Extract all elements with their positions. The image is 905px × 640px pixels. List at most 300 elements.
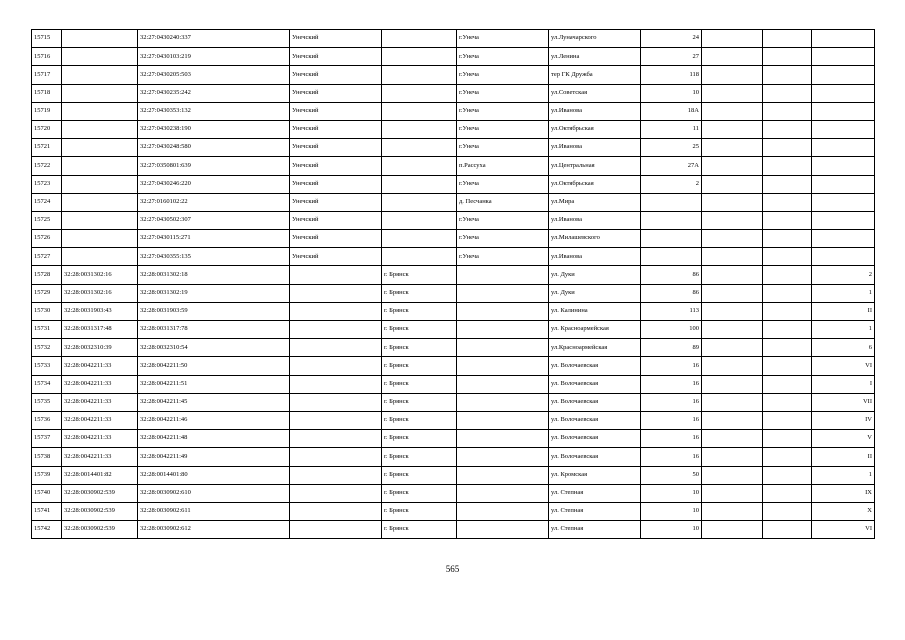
apartment-cell: IV xyxy=(812,411,875,429)
street-cell: ул. Степная xyxy=(549,484,641,502)
structure-cell xyxy=(763,339,812,357)
structure-cell xyxy=(763,139,812,157)
building-cell xyxy=(702,339,763,357)
cadastral-number-cell: 32:28:0031302:18 xyxy=(138,266,290,284)
structure-cell xyxy=(763,175,812,193)
parent-cadastral-number-cell: 32:28:0042211:33 xyxy=(62,375,138,393)
city-cell xyxy=(382,248,457,266)
locality-cell: г.Унеча xyxy=(457,84,549,102)
street-cell: ул. Волочаевская xyxy=(549,375,641,393)
row-number-cell: 15740 xyxy=(32,484,62,502)
house-number-cell: 10 xyxy=(641,84,702,102)
house-number-cell: 86 xyxy=(641,284,702,302)
row-number-cell: 15741 xyxy=(32,502,62,520)
building-cell xyxy=(702,484,763,502)
building-cell xyxy=(702,466,763,484)
house-number-cell: 118 xyxy=(641,66,702,84)
row-number-cell: 15734 xyxy=(32,375,62,393)
street-cell: ул. Степная xyxy=(549,521,641,539)
table-row xyxy=(32,211,875,229)
structure-cell xyxy=(763,230,812,248)
apartment-cell xyxy=(812,120,875,138)
street-cell: ул. Красноармейская xyxy=(549,321,641,339)
street-cell: ул.Ленина xyxy=(549,48,641,66)
page-number: 565 xyxy=(445,564,460,574)
house-number-cell: 16 xyxy=(641,430,702,448)
apartment-cell: X xyxy=(812,502,875,520)
locality-cell: г.Унеча xyxy=(457,48,549,66)
row-number-cell: 15736 xyxy=(32,411,62,429)
cadastral-number-cell: 32:27:0430355:135 xyxy=(138,248,290,266)
building-cell xyxy=(702,102,763,120)
building-cell xyxy=(702,175,763,193)
street-cell: ул. Волочаевская xyxy=(549,448,641,466)
cadastral-number-cell: 32:28:0042211:46 xyxy=(138,411,290,429)
locality-cell: г.Унеча xyxy=(457,248,549,266)
apartment-cell xyxy=(812,211,875,229)
parent-cadastral-number-cell: 32:28:0042211:33 xyxy=(62,430,138,448)
building-cell xyxy=(702,302,763,320)
structure-cell xyxy=(763,66,812,84)
district-cell xyxy=(290,357,382,375)
house-number-cell: 50 xyxy=(641,466,702,484)
row-number-cell: 15719 xyxy=(32,102,62,120)
apartment-cell: VI xyxy=(812,357,875,375)
district-cell: Унечский xyxy=(290,157,382,175)
row-number-cell: 15729 xyxy=(32,284,62,302)
house-number-cell: 27А xyxy=(641,157,702,175)
row-number-cell: 15730 xyxy=(32,302,62,320)
table-row xyxy=(32,430,875,448)
cadastral-number-cell: 32:27:0430248:580 xyxy=(138,139,290,157)
cadastral-number-cell: 32:28:0042211:48 xyxy=(138,430,290,448)
table-row xyxy=(32,448,875,466)
city-cell: г. Брянск xyxy=(382,448,457,466)
row-number-cell: 15726 xyxy=(32,230,62,248)
structure-cell xyxy=(763,521,812,539)
district-cell: Унечский xyxy=(290,84,382,102)
parent-cadastral-number-cell: 32:28:0031302:16 xyxy=(62,284,138,302)
locality-cell xyxy=(457,321,549,339)
locality-cell xyxy=(457,375,549,393)
city-cell xyxy=(382,211,457,229)
city-cell xyxy=(382,230,457,248)
city-cell: г. Брянск xyxy=(382,266,457,284)
building-cell xyxy=(702,266,763,284)
row-number-cell: 15720 xyxy=(32,120,62,138)
parent-cadastral-number-cell: 32:28:0030902:539 xyxy=(62,521,138,539)
locality-cell xyxy=(457,521,549,539)
apartment-cell: II xyxy=(812,302,875,320)
city-cell: г. Брянск xyxy=(382,430,457,448)
structure-cell xyxy=(763,430,812,448)
house-number-cell: 113 xyxy=(641,302,702,320)
locality-cell: г.Унеча xyxy=(457,211,549,229)
locality-cell: г.Унеча xyxy=(457,30,549,48)
street-cell: ул. Калинина xyxy=(549,302,641,320)
table-row xyxy=(32,102,875,120)
cadastral-number-cell: 32:27:0430240:337 xyxy=(138,30,290,48)
structure-cell xyxy=(763,120,812,138)
house-number-cell xyxy=(641,248,702,266)
structure-cell xyxy=(763,157,812,175)
cadastral-number-cell: 32:27:0430205:503 xyxy=(138,66,290,84)
building-cell xyxy=(702,393,763,411)
apartment-cell: V xyxy=(812,430,875,448)
apartment-cell xyxy=(812,30,875,48)
structure-cell xyxy=(763,448,812,466)
apartment-cell xyxy=(812,175,875,193)
city-cell xyxy=(382,84,457,102)
apartment-cell xyxy=(812,48,875,66)
house-number-cell: 16 xyxy=(641,357,702,375)
cadastral-number-cell: 32:28:0030902:610 xyxy=(138,484,290,502)
city-cell xyxy=(382,30,457,48)
row-number-cell: 15727 xyxy=(32,248,62,266)
row-number-cell: 15724 xyxy=(32,193,62,211)
district-cell xyxy=(290,521,382,539)
property-registry-table xyxy=(31,29,875,539)
table-row xyxy=(32,375,875,393)
locality-cell: г.Унеча xyxy=(457,139,549,157)
house-number-cell: 16 xyxy=(641,375,702,393)
street-cell: ул.Октябрьская xyxy=(549,120,641,138)
building-cell xyxy=(702,193,763,211)
building-cell xyxy=(702,357,763,375)
locality-cell xyxy=(457,266,549,284)
city-cell: г. Брянск xyxy=(382,357,457,375)
table-row xyxy=(32,193,875,211)
locality-cell xyxy=(457,302,549,320)
row-number-cell: 15732 xyxy=(32,339,62,357)
street-cell: ул.Иванова xyxy=(549,139,641,157)
table-row xyxy=(32,139,875,157)
cadastral-number-cell: 32:27:0350801:639 xyxy=(138,157,290,175)
building-cell xyxy=(702,448,763,466)
city-cell xyxy=(382,157,457,175)
street-cell: ул. Кромская xyxy=(549,466,641,484)
building-cell xyxy=(702,375,763,393)
locality-cell xyxy=(457,411,549,429)
street-cell: ул. Волочаевская xyxy=(549,411,641,429)
district-cell: Унечский xyxy=(290,48,382,66)
building-cell xyxy=(702,120,763,138)
row-number-cell: 15733 xyxy=(32,357,62,375)
row-number-cell: 15715 xyxy=(32,30,62,48)
table-row xyxy=(32,357,875,375)
apartment-cell: 1 xyxy=(812,284,875,302)
parent-cadastral-number-cell xyxy=(62,139,138,157)
city-cell xyxy=(382,66,457,84)
cadastral-number-cell: 32:27:0430103:219 xyxy=(138,48,290,66)
table-row xyxy=(32,120,875,138)
street-cell: ул. Степная xyxy=(549,502,641,520)
locality-cell xyxy=(457,357,549,375)
table-row xyxy=(32,321,875,339)
house-number-cell: 16 xyxy=(641,411,702,429)
locality-cell xyxy=(457,284,549,302)
city-cell xyxy=(382,139,457,157)
cadastral-number-cell: 32:28:0014401:80 xyxy=(138,466,290,484)
locality-cell xyxy=(457,484,549,502)
district-cell: Унечский xyxy=(290,102,382,120)
street-cell: ул.Иванова xyxy=(549,102,641,120)
house-number-cell: 11 xyxy=(641,120,702,138)
cadastral-number-cell: 32:28:0030902:612 xyxy=(138,521,290,539)
structure-cell xyxy=(763,375,812,393)
building-cell xyxy=(702,502,763,520)
building-cell xyxy=(702,284,763,302)
city-cell xyxy=(382,175,457,193)
building-cell xyxy=(702,30,763,48)
parent-cadastral-number-cell: 32:28:0032310:39 xyxy=(62,339,138,357)
street-cell: ул. Волочаевская xyxy=(549,393,641,411)
district-cell: Унечский xyxy=(290,248,382,266)
building-cell xyxy=(702,157,763,175)
street-cell: ул.Луначарского xyxy=(549,30,641,48)
locality-cell xyxy=(457,502,549,520)
table-row xyxy=(32,157,875,175)
table-row xyxy=(32,66,875,84)
house-number-cell: 100 xyxy=(641,321,702,339)
house-number-cell: 86 xyxy=(641,266,702,284)
house-number-cell: 16 xyxy=(641,393,702,411)
parent-cadastral-number-cell: 32:28:0042211:33 xyxy=(62,357,138,375)
parent-cadastral-number-cell xyxy=(62,66,138,84)
building-cell xyxy=(702,48,763,66)
city-cell: г. Брянск xyxy=(382,375,457,393)
row-number-cell: 15739 xyxy=(32,466,62,484)
parent-cadastral-number-cell xyxy=(62,84,138,102)
district-cell xyxy=(290,266,382,284)
structure-cell xyxy=(763,357,812,375)
district-cell xyxy=(290,502,382,520)
apartment-cell: I xyxy=(812,375,875,393)
house-number-cell xyxy=(641,211,702,229)
cadastral-number-cell: 32:27:0430235:242 xyxy=(138,84,290,102)
structure-cell xyxy=(763,248,812,266)
district-cell: Унечский xyxy=(290,30,382,48)
cadastral-number-cell: 32:28:0031317:78 xyxy=(138,321,290,339)
house-number-cell: 2 xyxy=(641,175,702,193)
house-number-cell: 24 xyxy=(641,30,702,48)
cadastral-number-cell: 32:28:0032310:54 xyxy=(138,339,290,357)
table-row xyxy=(32,266,875,284)
parent-cadastral-number-cell xyxy=(62,48,138,66)
building-cell xyxy=(702,521,763,539)
parent-cadastral-number-cell xyxy=(62,211,138,229)
locality-cell: д. Песчанка xyxy=(457,193,549,211)
district-cell xyxy=(290,284,382,302)
table-row xyxy=(32,484,875,502)
district-cell xyxy=(290,448,382,466)
district-cell: Унечский xyxy=(290,211,382,229)
row-number-cell: 15723 xyxy=(32,175,62,193)
cadastral-number-cell: 32:27:0160102:22 xyxy=(138,193,290,211)
city-cell: г. Брянск xyxy=(382,521,457,539)
row-number-cell: 15737 xyxy=(32,430,62,448)
cadastral-number-cell: 32:28:0042211:50 xyxy=(138,357,290,375)
building-cell xyxy=(702,211,763,229)
table-row xyxy=(32,175,875,193)
district-cell: Унечский xyxy=(290,175,382,193)
table-row xyxy=(32,411,875,429)
house-number-cell: 25 xyxy=(641,139,702,157)
apartment-cell xyxy=(812,248,875,266)
apartment-cell: 1 xyxy=(812,466,875,484)
house-number-cell: 10 xyxy=(641,502,702,520)
street-cell: ул.Красноармейская xyxy=(549,339,641,357)
structure-cell xyxy=(763,48,812,66)
row-number-cell: 15735 xyxy=(32,393,62,411)
house-number-cell: 27 xyxy=(641,48,702,66)
city-cell xyxy=(382,48,457,66)
row-number-cell: 15742 xyxy=(32,521,62,539)
district-cell: Унечский xyxy=(290,230,382,248)
apartment-cell: 6 xyxy=(812,339,875,357)
city-cell: г. Брянск xyxy=(382,466,457,484)
district-cell xyxy=(290,466,382,484)
structure-cell xyxy=(763,266,812,284)
structure-cell xyxy=(763,193,812,211)
cadastral-number-cell: 32:28:0042211:51 xyxy=(138,375,290,393)
city-cell xyxy=(382,193,457,211)
district-cell xyxy=(290,411,382,429)
row-number-cell: 15731 xyxy=(32,321,62,339)
street-cell: ул.Октябрьская xyxy=(549,175,641,193)
city-cell: г. Брянск xyxy=(382,284,457,302)
apartment-cell xyxy=(812,193,875,211)
table-body xyxy=(32,30,875,539)
street-cell: ул. Волочаевская xyxy=(549,430,641,448)
parent-cadastral-number-cell xyxy=(62,193,138,211)
cadastral-number-cell: 32:28:0042211:49 xyxy=(138,448,290,466)
structure-cell xyxy=(763,30,812,48)
house-number-cell: 16 xyxy=(641,448,702,466)
district-cell xyxy=(290,484,382,502)
district-cell xyxy=(290,302,382,320)
parent-cadastral-number-cell xyxy=(62,102,138,120)
street-cell: ул.Иванова xyxy=(549,248,641,266)
parent-cadastral-number-cell xyxy=(62,230,138,248)
apartment-cell: IX xyxy=(812,484,875,502)
city-cell xyxy=(382,102,457,120)
table-row xyxy=(32,248,875,266)
locality-cell: г.Унеча xyxy=(457,66,549,84)
parent-cadastral-number-cell: 32:28:0014401:82 xyxy=(62,466,138,484)
city-cell: г. Брянск xyxy=(382,411,457,429)
table-row xyxy=(32,339,875,357)
city-cell: г. Брянск xyxy=(382,502,457,520)
structure-cell xyxy=(763,284,812,302)
table-row xyxy=(32,230,875,248)
building-cell xyxy=(702,430,763,448)
locality-cell: г.Унеча xyxy=(457,230,549,248)
locality-cell: п.Рассуха xyxy=(457,157,549,175)
street-cell: тер ГК Дружба xyxy=(549,66,641,84)
parent-cadastral-number-cell: 32:28:0031302:16 xyxy=(62,266,138,284)
cadastral-number-cell: 32:28:0030902:611 xyxy=(138,502,290,520)
street-cell: ул.Милашевского xyxy=(549,230,641,248)
parent-cadastral-number-cell xyxy=(62,30,138,48)
locality-cell: г.Унеча xyxy=(457,175,549,193)
table-row xyxy=(32,302,875,320)
apartment-cell xyxy=(812,102,875,120)
parent-cadastral-number-cell: 32:28:0042211:33 xyxy=(62,393,138,411)
structure-cell xyxy=(763,302,812,320)
cadastral-number-cell: 32:28:0031903:59 xyxy=(138,302,290,320)
cadastral-number-cell: 32:27:0430238:190 xyxy=(138,120,290,138)
structure-cell xyxy=(763,84,812,102)
building-cell xyxy=(702,139,763,157)
parent-cadastral-number-cell xyxy=(62,157,138,175)
locality-cell xyxy=(457,430,549,448)
street-cell: ул. Дуки xyxy=(549,266,641,284)
house-number-cell xyxy=(641,230,702,248)
city-cell xyxy=(382,120,457,138)
table-row xyxy=(32,30,875,48)
house-number-cell xyxy=(641,193,702,211)
building-cell xyxy=(702,321,763,339)
structure-cell xyxy=(763,466,812,484)
city-cell: г. Брянск xyxy=(382,339,457,357)
table-row xyxy=(32,521,875,539)
street-cell: ул.Иванова xyxy=(549,211,641,229)
structure-cell xyxy=(763,321,812,339)
cadastral-number-cell: 32:27:0430502:307 xyxy=(138,211,290,229)
district-cell: Унечский xyxy=(290,193,382,211)
building-cell xyxy=(702,84,763,102)
parent-cadastral-number-cell: 32:28:0031903:43 xyxy=(62,302,138,320)
house-number-cell: 89 xyxy=(641,339,702,357)
apartment-cell: II xyxy=(812,448,875,466)
row-number-cell: 15718 xyxy=(32,84,62,102)
district-cell: Унечский xyxy=(290,139,382,157)
locality-cell xyxy=(457,393,549,411)
table-row xyxy=(32,502,875,520)
structure-cell xyxy=(763,393,812,411)
table-row xyxy=(32,393,875,411)
city-cell: г. Брянск xyxy=(382,393,457,411)
structure-cell xyxy=(763,102,812,120)
cadastral-number-cell: 32:27:0430246:220 xyxy=(138,175,290,193)
apartment-cell xyxy=(812,139,875,157)
street-cell: ул.Центральная xyxy=(549,157,641,175)
building-cell xyxy=(702,411,763,429)
house-number-cell: 18А xyxy=(641,102,702,120)
parent-cadastral-number-cell xyxy=(62,175,138,193)
apartment-cell: VI xyxy=(812,521,875,539)
cadastral-number-cell: 32:28:0031302:19 xyxy=(138,284,290,302)
row-number-cell: 15738 xyxy=(32,448,62,466)
parent-cadastral-number-cell: 32:28:0031317:48 xyxy=(62,321,138,339)
locality-cell xyxy=(457,448,549,466)
table-row xyxy=(32,466,875,484)
district-cell xyxy=(290,321,382,339)
structure-cell xyxy=(763,484,812,502)
apartment-cell xyxy=(812,230,875,248)
street-cell: ул.Мира xyxy=(549,193,641,211)
parent-cadastral-number-cell xyxy=(62,120,138,138)
building-cell xyxy=(702,230,763,248)
cadastral-number-cell: 32:28:0042211:45 xyxy=(138,393,290,411)
locality-cell: г.Унеча xyxy=(457,102,549,120)
locality-cell xyxy=(457,339,549,357)
parent-cadastral-number-cell: 32:28:0030902:539 xyxy=(62,502,138,520)
street-cell: ул. Волочаевская xyxy=(549,357,641,375)
cadastral-number-cell: 32:27:0430115:271 xyxy=(138,230,290,248)
building-cell xyxy=(702,66,763,84)
